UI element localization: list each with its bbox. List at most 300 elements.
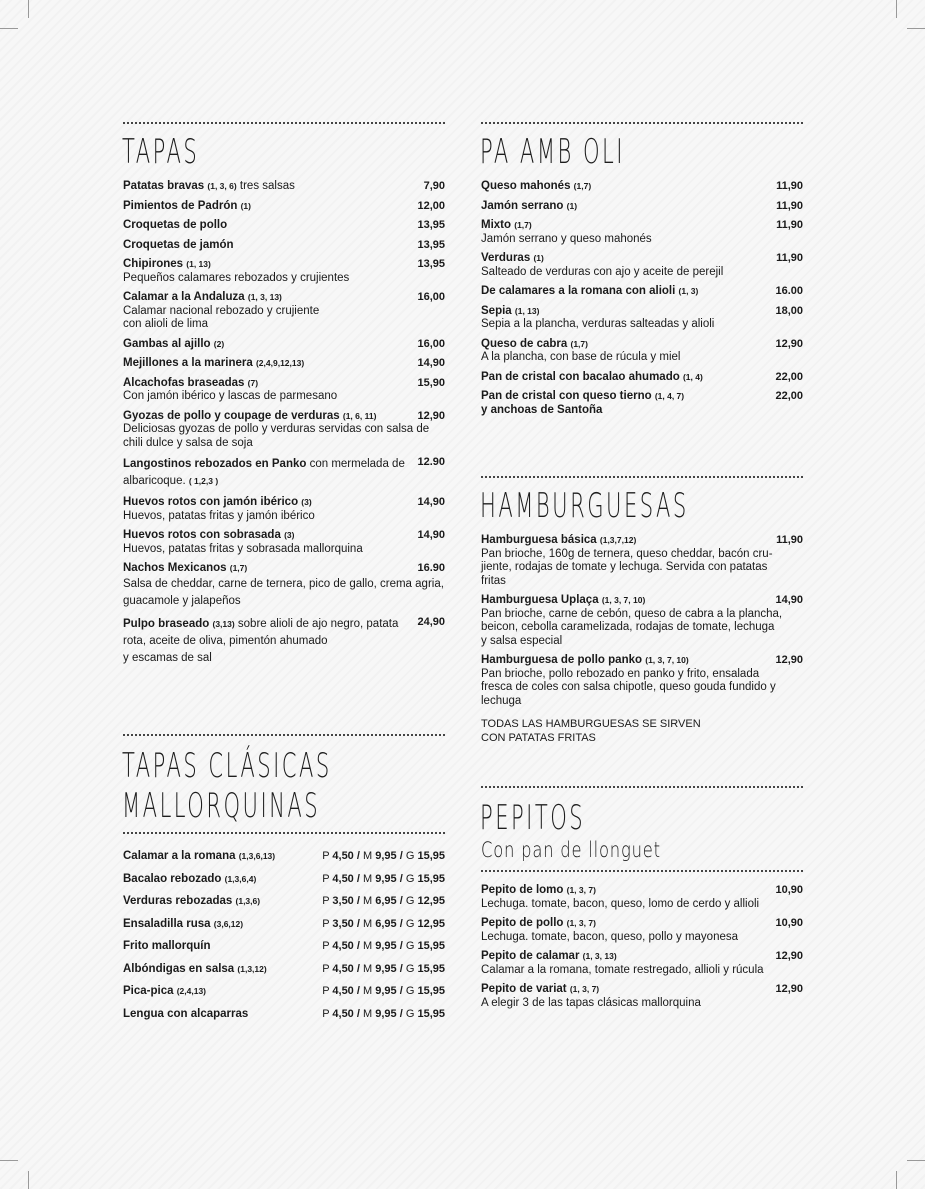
menu-item-heading: [481, 219, 532, 233]
menu-item-price: 12,00: [417, 199, 445, 212]
menu-item: [481, 252, 803, 279]
menu-item-description: Pan brioche, pollo rebozado en panko y frito, ensalada fresca de coles con salsa chipotle, queso gouda fundido y lechuga: [481, 667, 776, 707]
allergens: (1, 3, 13): [582, 951, 617, 961]
size-label: G: [405, 962, 415, 975]
menu-item-description: Calamar nacional rebozado y crujiente con alioli de lima: [123, 304, 320, 330]
size-label: G: [405, 1007, 415, 1020]
menu-item-row: [123, 219, 445, 233]
allergens: (1, 3, 7, 10): [601, 595, 646, 605]
menu-item: [481, 219, 803, 246]
menu-item-price: 12,90: [775, 950, 803, 962]
menu-item-name: Mixto: [481, 219, 512, 231]
size-label: M: [363, 1007, 373, 1020]
menu-item-description: Sepia a la plancha, verduras salteadas y alioli: [481, 318, 715, 330]
menu-item-name: Pan de cristal con bacalao ahumado: [481, 370, 680, 383]
menu-item-row: [481, 285, 803, 299]
menu-item-price: 11,90: [776, 534, 803, 546]
menu-item-description: Salteado de verduras con ajo y aceite de perejil: [481, 265, 724, 278]
price-separator: /: [356, 940, 360, 952]
menu-item-name: Alcachofas braseadas: [123, 376, 245, 389]
allergens: (2,4,13): [176, 986, 206, 996]
allergens: (1, 6, 11): [342, 410, 377, 421]
menu-item-heading: [123, 456, 409, 490]
menu-item-description: Pan brioche, 160g de ternera, queso cheddar, bacón cru- jiente, rodajas de tomate y lechuga. Servida con patatas fritas: [481, 547, 773, 587]
size-label: P: [322, 962, 330, 975]
size-label: G: [405, 940, 415, 952]
menu-item-price: 16,00: [417, 291, 445, 303]
size-label: M: [363, 895, 373, 907]
allergens: (1,3,6,4): [224, 873, 257, 884]
menu-item: [481, 285, 803, 299]
size-label: G: [405, 872, 415, 885]
price-separator: /: [399, 895, 403, 907]
menu-item: [481, 594, 803, 648]
section-title: PEPITOS: [480, 798, 586, 838]
size-prices: [314, 918, 445, 932]
menu-item-name: Queso mahonés: [481, 180, 571, 192]
menu-item-name: Bacalao rebozado: [123, 872, 222, 885]
left-column: [122, 122, 445, 1020]
menu-item-row: [123, 496, 445, 510]
menu-item: [123, 258, 445, 285]
size-prices: [314, 940, 445, 954]
size-price-g: 12,95: [417, 895, 445, 907]
menu-item-description: Lechuga. tomate, bacon, queso, pollo y mayonesa: [481, 930, 739, 943]
size-price-g: 15,95: [417, 985, 445, 997]
menu-item-row: [123, 357, 445, 371]
section-title: TAPAS: [122, 132, 200, 172]
clasicas-section: [123, 734, 445, 1030]
menu-item-price: 22,00: [775, 370, 803, 383]
size-price-m: 6,95: [375, 895, 397, 907]
section-title-line2: MALLORQUINAS: [122, 786, 321, 826]
price-separator: /: [356, 1007, 360, 1020]
menu-item-row: [123, 180, 445, 194]
menu-item-row: [123, 456, 445, 490]
menu-item-row: [123, 1008, 445, 1022]
size-label: M: [363, 940, 373, 952]
menu-item-name: Pica-pica: [123, 985, 174, 997]
menu-item-price: 12.90: [417, 456, 445, 468]
price-separator: /: [399, 985, 403, 997]
menu-item-row: [123, 258, 445, 272]
menu-item-heading: [481, 654, 689, 668]
menu-item-row: [123, 895, 445, 909]
size-label: M: [363, 917, 373, 930]
menu-item-heading: [481, 534, 636, 548]
size-price-m: 9,95: [375, 850, 397, 862]
tapas-list: [123, 180, 445, 667]
price-separator: /: [356, 872, 360, 885]
menu-item: [123, 562, 445, 610]
menu-item-description: Huevos, patatas fritas y jamón ibérico: [123, 509, 315, 522]
allergens: (1, 3, 7): [566, 918, 596, 928]
crop-mark: [28, 1171, 29, 1189]
price-separator: /: [399, 962, 403, 975]
menu-item-row: [481, 305, 803, 319]
menu-item: [123, 239, 445, 253]
menu-item-heading: [123, 180, 295, 194]
menu-item-heading: [123, 529, 294, 543]
section-title: HAMBURGUESAS: [480, 486, 689, 526]
hamburguesas-section: [481, 476, 803, 745]
menu-item: [123, 895, 445, 909]
menu-item-row: [123, 239, 445, 253]
menu-item: [123, 616, 445, 667]
menu-item-name: Croquetas de jamón: [123, 238, 234, 251]
menu-item-price: 12,90: [775, 983, 803, 995]
clasicas-list: [123, 850, 445, 1021]
menu-item-heading: [123, 496, 312, 510]
menu-item-extra: tres salsas: [239, 180, 295, 192]
crop-mark: [0, 28, 18, 29]
menu-item: [123, 180, 445, 194]
paamboli-section: [481, 122, 803, 417]
menu-item: [481, 654, 803, 708]
price-separator: /: [399, 940, 403, 952]
menu-item-heading: [481, 200, 577, 214]
menu-item-row: [123, 616, 445, 667]
menu-item: [123, 377, 445, 404]
menu-item-price: 16.90: [417, 562, 445, 574]
menu-item-heading: [481, 180, 591, 194]
dotted-divider: [481, 476, 803, 478]
crop-mark: [28, 0, 29, 18]
dotted-divider: [481, 122, 803, 124]
price-separator: /: [356, 850, 360, 862]
menu-item-description: Pequeños calamares rebozados y crujientes: [123, 271, 350, 284]
allergens: (1,3,6): [235, 896, 261, 906]
size-label: G: [405, 895, 415, 907]
allergens: (2,4,9,12,13): [255, 358, 305, 368]
menu-item-name: Ensaladilla rusa: [123, 917, 211, 930]
menu-item-description: Lechuga. tomate, bacon, queso, lomo de cerdo y allioli: [481, 897, 760, 910]
size-prices: [314, 895, 445, 909]
crop-mark: [0, 1160, 18, 1161]
menu-item-description: Deliciosas gyozas de pollo y verduras servidas con salsa de chili dulce y salsa de soja: [123, 423, 430, 449]
menu-item-price: 18,00: [775, 304, 803, 317]
size-price-p: 3,50: [332, 917, 354, 930]
allergens: (7): [247, 377, 259, 388]
size-label: P: [322, 872, 330, 885]
menu-item-row: [123, 918, 445, 932]
menu-item-price: 11,90: [776, 199, 803, 212]
size-price-p: 4,50: [332, 940, 354, 952]
menu-item-price: 14,90: [775, 594, 803, 606]
note-line: TODAS LAS HAMBURGUESAS SE SIRVEN: [481, 718, 701, 730]
menu-item-price: 11,90: [776, 219, 803, 231]
menu-item-row: [123, 529, 445, 543]
menu-item: [481, 305, 803, 332]
menu-item: [123, 963, 445, 977]
menu-item-description: Huevos, patatas fritas y sobrasada mallorquina: [123, 542, 363, 555]
price-separator: /: [356, 985, 360, 997]
allergens: (1, 3, 13): [247, 292, 282, 302]
menu-item: [481, 884, 803, 911]
menu-item-heading: [123, 338, 224, 352]
menu-item-name: Calamar a la Andaluza: [123, 291, 245, 303]
menu-item-row: [481, 594, 803, 608]
menu-item-description: A elegir 3 de las tapas clásicas mallorquina: [481, 996, 701, 1009]
section-subtitle: Con pan de llonguet: [481, 838, 661, 862]
menu-item: [123, 496, 445, 523]
menu-item-name: Jamón serrano: [481, 199, 564, 212]
menu-item-row: [481, 219, 803, 233]
menu-item-heading: [481, 983, 599, 997]
size-price-p: 3,50: [332, 895, 354, 907]
size-prices: [314, 1008, 445, 1022]
menu-item-price: 12,90: [417, 409, 445, 422]
size-prices: [314, 873, 445, 887]
menu-item-name: Verduras rebozadas: [123, 895, 233, 907]
menu-item-extra: sobre alioli de ajo negro, patata rota, aceite de oliva, pimentón ahumado y escamas de sal: [123, 617, 399, 664]
menu-item-heading: [123, 562, 247, 576]
menu-item-name: Croquetas de pollo: [123, 219, 228, 231]
menu-item-name: Gambas al ajillo: [123, 337, 211, 350]
menu-item-name: Huevos rotos con jamón ibérico: [123, 496, 299, 508]
menu-item-heading: [123, 940, 211, 954]
allergens: (3): [301, 497, 312, 507]
allergens: (1): [533, 253, 544, 263]
allergens: (1, 3, 7, 10): [645, 655, 689, 665]
size-label: M: [363, 850, 373, 862]
menu-item: [123, 200, 445, 214]
menu-item-row: [123, 873, 445, 887]
size-label: P: [322, 1007, 330, 1020]
size-label: P: [322, 917, 330, 930]
menu-item-heading: [123, 873, 256, 887]
menu-item: [123, 873, 445, 887]
menu-item: [123, 291, 445, 332]
menu-item-heading: [481, 950, 617, 964]
size-price-g: 15,95: [417, 940, 445, 952]
menu-item-name: Mejillones a la marinera: [123, 357, 253, 369]
size-prices: [314, 963, 445, 977]
hamburguesas-list: [481, 534, 803, 708]
size-price-p: 4,50: [332, 985, 354, 997]
menu-item-heading: [481, 371, 703, 385]
menu-item-heading: [123, 410, 376, 424]
menu-item-row: [481, 371, 803, 385]
menu-item-name: Sepia: [481, 304, 512, 317]
allergens: (1, 4): [682, 371, 703, 382]
menu-item-heading: [123, 616, 409, 667]
menu-item-row: [123, 850, 445, 864]
menu-item-heading: [481, 305, 539, 319]
menu-item: [123, 338, 445, 352]
menu-item-name: Pepito de lomo: [481, 884, 564, 896]
menu-item-name: Hamburguesa de pollo panko: [481, 654, 643, 666]
menu-item-row: [123, 410, 445, 424]
menu-item-name: Queso de cabra: [481, 337, 568, 350]
menu-item-name: Pepito de pollo: [481, 917, 564, 929]
menu-item-description: Pan brioche, carne de cebón, queso de cabra a la plancha, beicon, cebolla caramelizada, rodajas de tomate, lechuga y salsa especial: [481, 607, 783, 647]
menu-item-name: Pepito de calamar: [481, 950, 580, 962]
menu-item-heading: [481, 917, 596, 931]
size-price-m: 9,95: [375, 985, 397, 997]
allergens: (1, 3): [678, 286, 699, 296]
menu-item-description: Con jamón ibérico y lascas de parmesano: [123, 390, 338, 402]
menu-item-row: [123, 338, 445, 352]
menu-item-name: Chipirones: [123, 258, 184, 270]
size-label: G: [405, 850, 415, 862]
menu-item-price: 12,90: [775, 337, 803, 350]
price-separator: /: [356, 917, 360, 930]
menu-item-price: 14,90: [417, 496, 445, 508]
size-label: M: [363, 985, 373, 997]
size-price-m: 9,95: [375, 1007, 397, 1020]
menu-item-name: Nachos Mexicanos: [123, 562, 227, 574]
menu-item-price: 10,90: [775, 884, 803, 896]
menu-item: [123, 357, 445, 371]
menu-item-name: Verduras: [481, 252, 531, 264]
allergens: ( 1,2,3 ): [188, 476, 219, 486]
price-separator: /: [399, 872, 403, 885]
size-label: P: [322, 940, 330, 952]
size-price-g: 15,95: [417, 962, 445, 975]
menu-item-row: [123, 562, 445, 576]
menu-item-row: [481, 884, 803, 898]
menu-item: [481, 534, 803, 588]
menu-item: [123, 410, 445, 451]
menu-item-row: [123, 963, 445, 977]
menu-item: [481, 371, 803, 385]
menu-item: [123, 985, 445, 999]
menu-item: [123, 529, 445, 556]
crop-mark: [896, 0, 897, 18]
menu-item-price: 15,90: [417, 376, 445, 389]
menu-item-row: [481, 950, 803, 964]
allergens: (1, 13): [514, 305, 540, 316]
size-price-p: 4,50: [332, 962, 354, 975]
dotted-divider: [123, 122, 445, 124]
allergens: (1): [566, 200, 578, 211]
menu-item-name: Lengua con alcaparras: [123, 1007, 249, 1020]
menu-item-price: 22,00: [775, 390, 803, 402]
crop-mark: [896, 1171, 897, 1189]
dotted-divider: [123, 734, 445, 736]
dotted-divider: [123, 832, 445, 834]
size-price-g: 15,95: [417, 872, 445, 885]
menu-item-heading: [481, 285, 698, 299]
menu-item-row: [123, 291, 445, 305]
size-price-g: 15,95: [417, 1007, 445, 1020]
menu-item-description: Calamar a la romana, tomate restregado, allioli y rúcula: [481, 963, 764, 976]
menu-item-name: Pulpo braseado: [123, 617, 210, 630]
tapas-section: [123, 122, 445, 667]
menu-item: [123, 1008, 445, 1022]
price-separator: /: [356, 895, 360, 907]
menu-item-row: [481, 252, 803, 266]
size-label: P: [322, 895, 330, 907]
menu-item-row: [481, 200, 803, 214]
paamboli-list: [481, 180, 803, 417]
menu-item-price: 16,00: [417, 337, 445, 350]
menu-item-heading: [123, 377, 258, 391]
menu-item-name: Albóndigas en salsa: [123, 962, 235, 975]
size-price-g: 12,95: [417, 917, 445, 930]
menu-item-heading: [123, 239, 234, 253]
menu-item: [481, 950, 803, 977]
menu-item-row: [481, 180, 803, 194]
menu-item-row: [481, 983, 803, 997]
menu-item-heading: [123, 291, 282, 305]
crop-mark: [907, 28, 925, 29]
menu-item-heading: [123, 357, 304, 371]
size-prices: [314, 850, 445, 864]
menu-item-name: Pan de cristal con queso tierno: [481, 390, 652, 402]
section-title: PA AMB OLI: [480, 132, 625, 172]
size-label: M: [363, 872, 373, 885]
menu-item-price: 7,90: [423, 180, 445, 192]
size-price-p: 4,50: [332, 850, 354, 862]
pepitos-list: [481, 884, 803, 1010]
menu-item-heading: [481, 594, 645, 608]
allergens: (1,7): [229, 563, 248, 573]
menu-item-row: [481, 390, 803, 417]
menu-item-row: [481, 654, 803, 668]
menu-item-heading: [123, 850, 275, 864]
menu-item-price: 24,90: [417, 615, 445, 628]
crop-mark: [907, 1160, 925, 1161]
menu-item-heading: [123, 258, 211, 272]
allergens: (1,7): [570, 338, 588, 349]
price-separator: /: [399, 917, 403, 930]
pepitos-section: [481, 786, 803, 1016]
size-label: M: [363, 962, 373, 975]
menu-item-price: 13,95: [417, 219, 445, 231]
menu-item-heading: [123, 1008, 248, 1022]
size-price-p: 4,50: [332, 1007, 354, 1020]
menu-item-row: [123, 200, 445, 214]
menu-item: [481, 917, 803, 944]
allergens: (1, 3, 6): [207, 181, 237, 191]
size-label: P: [322, 985, 330, 997]
menu-item-heading: [481, 390, 684, 417]
menu-item-heading: [123, 219, 227, 233]
allergens: (1, 4, 7): [654, 391, 685, 401]
menu-item-description: A la plancha, con base de rúcula y miel: [481, 351, 681, 363]
menu-item-price: 13,95: [417, 238, 445, 251]
allergens: (1, 3, 7): [566, 885, 596, 895]
allergens: (1,7): [573, 181, 592, 191]
menu-item: [481, 200, 803, 214]
menu-item-price: 11,90: [776, 252, 803, 264]
dotted-divider: [481, 870, 803, 872]
menu-item-extra: con mermelada de albaricoque.: [123, 458, 405, 487]
menu-item-row: [123, 985, 445, 999]
menu-item-price: 13,95: [417, 258, 445, 270]
menu-item-name: Hamburguesa Uplaça: [481, 594, 599, 606]
size-label: P: [322, 850, 330, 862]
size-price-g: 15,95: [417, 850, 445, 862]
note-line: CON PATATAS FRITAS: [481, 731, 596, 744]
menu-item: [123, 940, 445, 954]
menu-item-name: Pimientos de Padrón: [123, 199, 238, 212]
menu-item-name: Hamburguesa básica: [481, 534, 597, 546]
price-separator: /: [356, 962, 360, 975]
menu-item-description: Jamón serrano y queso mahonés: [481, 232, 652, 245]
menu-item-name: Pepito de variat: [481, 983, 567, 995]
menu-item-heading: [123, 895, 260, 909]
menu-item-heading: [123, 200, 251, 214]
size-price-m: 9,95: [375, 940, 397, 952]
size-label: G: [405, 985, 415, 997]
size-price-m: 6,95: [375, 917, 397, 930]
price-separator: /: [399, 1007, 403, 1020]
menu-item: [123, 850, 445, 864]
menu-item-price: 11,90: [776, 180, 803, 192]
